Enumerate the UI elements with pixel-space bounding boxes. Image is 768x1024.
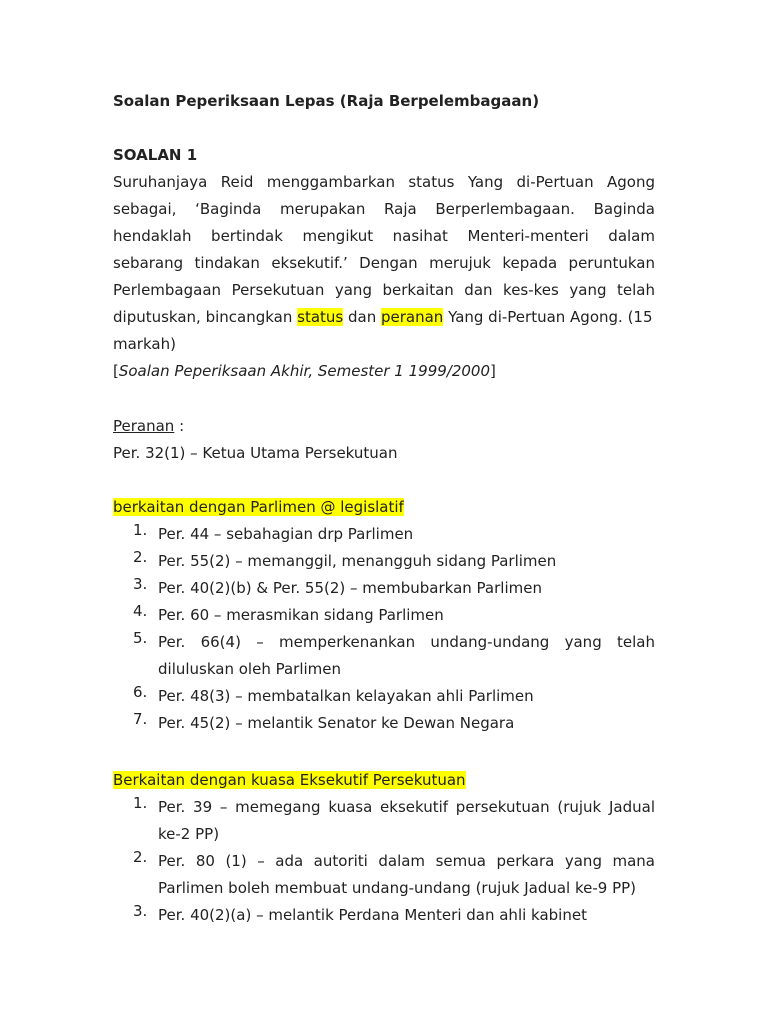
list-item-text: Per. 44 – sebahagian drp Parlimen [158,525,414,543]
list-number: 2. [133,848,148,866]
section-heading-text: berkaitan dengan Parlimen @ legislatif [113,498,404,516]
list-number: 3. [133,575,148,593]
question-source [113,358,655,385]
list-item-text: Per. 66(4) – memperkenankan undang-undang yang telah [158,633,655,651]
peranan-block [113,413,655,467]
list-item [113,629,655,683]
list-number: 6. [133,683,148,701]
list-item-text: diluluskan oleh Parlimen [158,660,342,678]
question-line: Perlembagaan Persekutuan yang berkaitan dan kes-kes yang telah [113,281,655,299]
list-item [113,848,655,902]
list-number: 1. [133,521,148,539]
list-item-text: ke-2 PP) [158,825,220,843]
peranan-colon: : [174,417,185,435]
list-item [113,521,655,548]
list-item-text: Per. 40(2)(b) & Per. 55(2) – membubarkan Parlimen [158,579,542,597]
question-text: dan [343,308,381,326]
question-line: markah) [113,335,176,353]
section-heading-text: Berkaitan dengan kuasa Eksekutif Persekutuan [113,771,466,789]
list-number: 1. [133,794,148,812]
peranan-first-item: Per. 32(1) – Ketua Utama Persekutuan [113,444,398,462]
section-heading [113,494,655,521]
question-text: diputuskan, bincangkan [113,308,298,326]
question-text: Yang di-Pertuan Agong. (15 [443,308,653,326]
question-line: hendaklah bertindak mengikut nasihat Menteri-menteri dalam [113,227,655,245]
section-eksekutif [113,767,655,929]
list-item-text: Per. 40(2)(a) – melantik Perdana Menteri dan ahli kabinet [158,906,587,924]
list-item [113,794,655,848]
document-title: Soalan Peperiksaan Lepas (Raja Berpelembagaan) [113,92,540,110]
highlight-peranan: peranan [381,308,444,326]
list-item-text: Per. 48(3) – membatalkan kelayakan ahli Parlimen [158,687,534,705]
list-item [113,602,655,629]
eksekutif-list [113,794,655,929]
section-heading [113,767,655,794]
list-item [113,548,655,575]
question-block [113,142,655,385]
highlight-status: status [297,308,344,326]
list-item-text: Per. 55(2) – memanggil, menangguh sidang Parlimen [158,552,557,570]
list-number: 2. [133,548,148,566]
list-number: 7. [133,710,148,728]
question-line: Suruhanjaya Reid menggambarkan status Yang di-Pertuan Agong [113,173,655,191]
question-line: sebagai, ‘Baginda merupakan Raja Berperlembagaan. Baginda [113,200,655,218]
question-heading: SOALAN 1 [113,146,198,164]
bracket: [ [113,362,119,380]
question-line: sebarang tindakan eksekutif.’ Dengan merujuk kepada peruntukan [113,254,655,272]
list-item [113,710,655,737]
section-parlimen [113,494,655,737]
parlimen-list [113,521,655,737]
list-item-text: Per. 60 – merasmikan sidang Parlimen [158,606,444,624]
list-number: 4. [133,602,148,620]
question-line [113,304,655,331]
list-item-text: Parlimen boleh membuat undang-undang (rujuk Jadual ke-9 PP) [158,879,637,897]
list-item [113,683,655,710]
source-citation: Soalan Peperiksaan Akhir, Semester 1 1999/2000 [118,362,491,380]
list-number: 5. [133,629,148,647]
peranan-heading [113,413,655,440]
list-item-text: Per. 45(2) – melantik Senator ke Dewan Negara [158,714,515,732]
list-item-text: Per. 80 (1) – ada autoriti dalam semua perkara yang mana [158,852,655,870]
list-item [113,575,655,602]
list-item [113,902,655,929]
list-item-text: Per. 39 – memegang kuasa eksekutif persekutuan (rujuk Jadual [158,798,655,816]
list-number: 3. [133,902,148,920]
bracket: ] [490,362,496,380]
peranan-label: Peranan [113,417,175,435]
